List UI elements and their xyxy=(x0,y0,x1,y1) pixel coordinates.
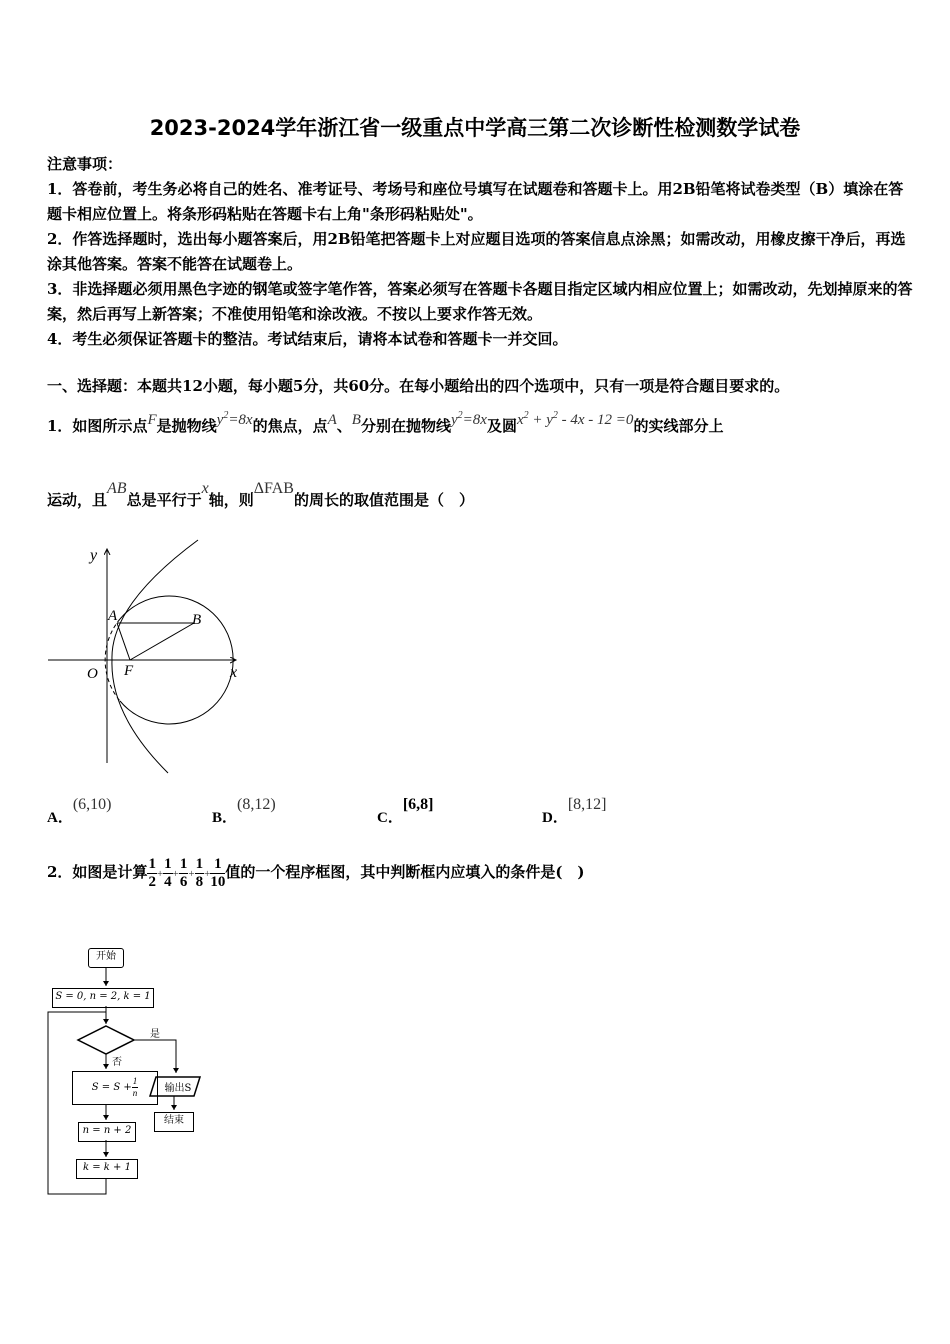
decision-diamond xyxy=(78,1026,134,1054)
flow-s-update: S = S + $\frac{1}{n}$ xyxy=(72,1071,158,1105)
q1-segment-ab: AB xyxy=(107,480,127,497)
q1-text-6: 及圆 xyxy=(486,417,517,435)
q1-triangle: ΔFAB xyxy=(253,480,294,497)
frac-sixth: $\frac{1}{6}$ xyxy=(179,855,188,890)
option-value: [6,8] xyxy=(402,796,434,813)
notice-item-1: 1．答卷前，考生务必将自己的姓名、准考证号、考场号和座位号填写在试题卷和答题卡上。用2B铅笔将试卷类型（B）填涂在答题卡相应位置上。将条形码粘贴在答题卡右上角"条形码粘贴处"。 xyxy=(47,180,904,223)
segment-fb xyxy=(130,623,194,660)
section-heading: 一、选择题：本题共12小题，每小题5分，共60分。在每小题给出的四个选项中，只有一项是符合题目要求的。 xyxy=(47,377,790,395)
notice-item-2: 2．作答选择题时，选出每小题答案后，用2B铅笔把答题卡上对应题目选项的答案信息点涂黑；如需改动，用橡皮擦干净后，再选涂其他答案。答案不能答在试题卷上。 xyxy=(47,230,906,273)
q1-text-1: 1．如图所示点 xyxy=(47,417,148,435)
q1-text-11: 的周长的取值范围是（ ） xyxy=(293,491,474,509)
q1-text-8: 运动，且 xyxy=(47,491,108,509)
q1-circle-eq: $x^2 + y^2 - 4x - 12 =0$ xyxy=(516,410,634,428)
flow-k-update: k = k + 1 xyxy=(76,1159,138,1179)
option-letter: B． xyxy=(212,810,238,826)
flow-init: S = 0, n = 2, k = 1 xyxy=(52,988,154,1008)
q1-text-10: 轴，则 xyxy=(208,491,254,509)
label-x: x xyxy=(230,664,238,681)
option-value: (8,12) xyxy=(237,796,276,813)
flow-n-update: n = n + 2 xyxy=(78,1122,136,1142)
q2-text-2: 值的一个程序框图，其中判断框内应填入的条件是( ) xyxy=(225,863,585,881)
q1-option-d[interactable] xyxy=(542,796,607,827)
q1-parabola-eq-1: $y^2=8x$ xyxy=(216,410,253,428)
q1-text-7: 的实线部分上 xyxy=(633,417,724,435)
q1-text-2: 是抛物线 xyxy=(156,417,217,435)
q1-x-var: x xyxy=(201,480,209,497)
label-b: B xyxy=(192,612,202,628)
option-letter: A． xyxy=(47,810,73,826)
q1-parabola-eq-2: $y^2=8x$ xyxy=(450,410,487,428)
q1-point-f: F xyxy=(147,412,157,428)
q1-text-9: 总是平行于 xyxy=(126,491,202,509)
notice-heading: 注意事项： xyxy=(47,155,123,173)
notice-item-4: 4．考生必须保证答题卡的整洁。考试结束后，请将本试卷和答题卡一并交回。 xyxy=(47,330,568,348)
option-letter: D． xyxy=(542,810,568,826)
q1-line2 xyxy=(47,480,474,513)
page-title: 2023-2024学年浙江省一级重点中学高三第二次诊断性检测数学试卷 xyxy=(149,116,801,140)
label-a: A xyxy=(108,608,118,624)
flow-no-label: 否 xyxy=(112,1057,122,1068)
notice-block xyxy=(47,152,917,352)
flow-start: 开始 xyxy=(88,948,124,968)
q1-text-3: 的焦点，点 xyxy=(252,417,328,435)
q1-line1 xyxy=(47,410,723,440)
q1-point-a: A xyxy=(327,412,337,428)
notice-item-3: 3．非选择题必须用黑色字迹的钢笔或签字笔作答，答案必须写在答题卡各题目指定区域内相应位置上；如需改动，先划掉原来的答案，然后再写上新答案；不准使用铅笔和涂改液。不按以上要求作答无效。 xyxy=(47,280,913,323)
q1-text-5: 分别在抛物线 xyxy=(360,417,451,435)
option-value: (6,10) xyxy=(72,796,112,813)
frac-tenth: $\frac{1}{10}$ xyxy=(210,855,226,890)
frac-half: $\frac{1}{2}$ xyxy=(148,855,156,890)
frac-quarter: $\frac{1}{4}$ xyxy=(164,855,172,890)
q2-flowchart xyxy=(40,940,220,1200)
q1-option-a[interactable] xyxy=(47,796,112,827)
q1-point-b: B xyxy=(351,412,361,428)
q2-line: 2．如图是计算 $\frac{1}{2}$ + $\frac{1}{4}$ + $\frac{1}{6}$ + $\frac{1}{8}$ + $\frac{1}{10}$ 值的一个程序框图，其中判断框内应填入的条件是( ) xyxy=(47,855,585,890)
q1-text-4: 、 xyxy=(336,417,352,435)
frac-eighth: $\frac{1}{8}$ xyxy=(195,855,204,890)
label-y: y xyxy=(90,547,98,564)
flow-output: 输出S xyxy=(164,1083,192,1094)
label-f: F xyxy=(124,663,134,679)
parabola-curve xyxy=(112,540,198,773)
segment-fa xyxy=(117,623,130,660)
option-letter: C． xyxy=(377,810,403,826)
flow-yes-label: 是 xyxy=(150,1029,160,1040)
q2-text-1: 2．如图是计算 xyxy=(47,863,148,881)
label-o: O xyxy=(87,666,98,682)
q1-option-b[interactable] xyxy=(212,796,276,827)
option-value: [8,12] xyxy=(567,796,607,813)
flow-end: 结束 xyxy=(154,1112,194,1132)
q1-option-c[interactable] xyxy=(377,796,434,827)
q1-figure xyxy=(40,535,250,780)
